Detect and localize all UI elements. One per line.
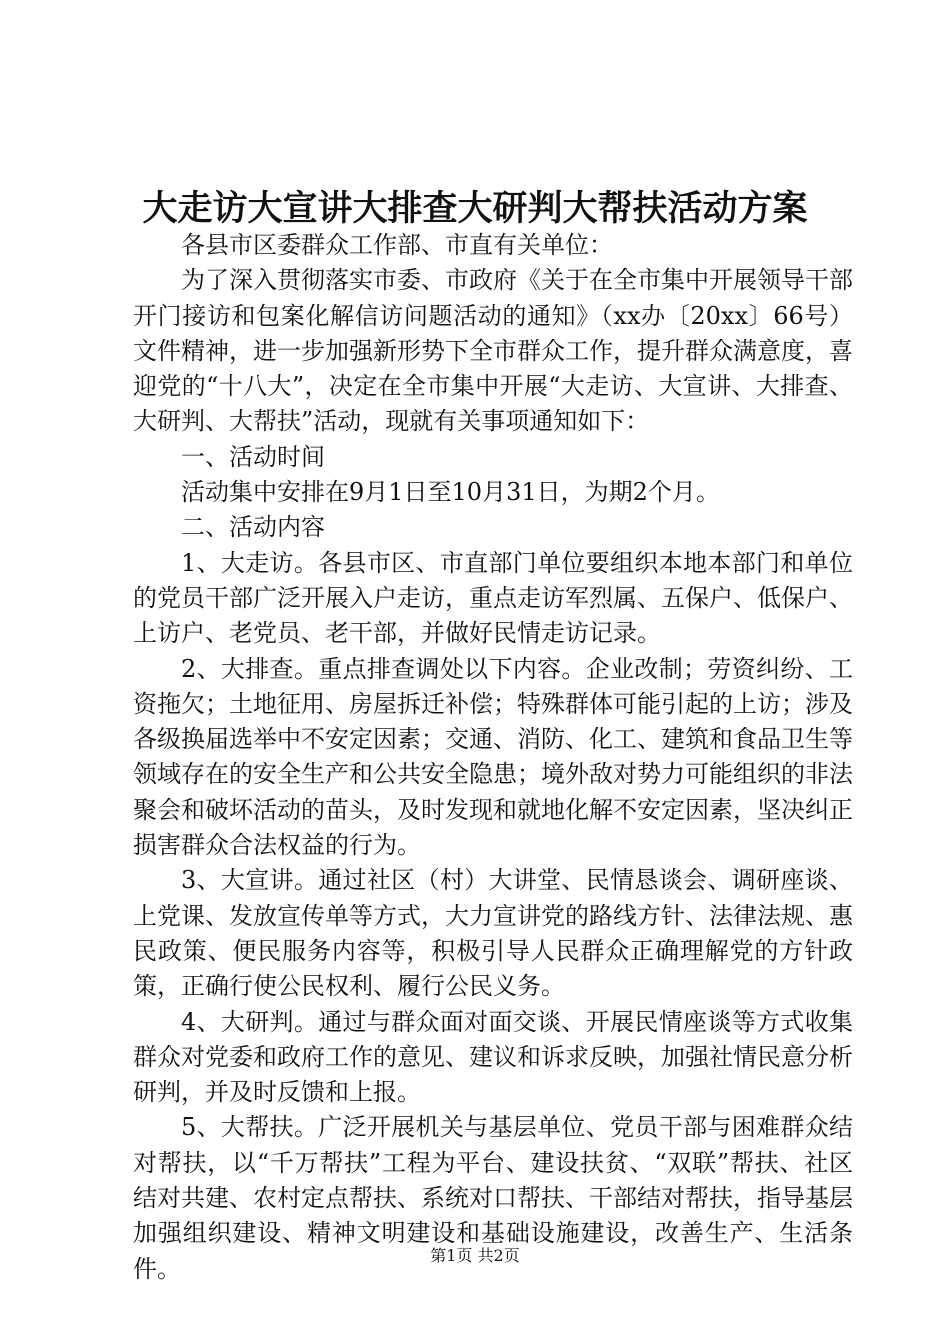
salutation-paragraph: 各县市区委群众工作部、市直有关单位： bbox=[181, 231, 613, 259]
document-body bbox=[133, 228, 853, 1287]
item-paragraph-promote: 3、大宣讲。通过社区（村）大讲堂、民情恳谈会、调研座谈、上党课、发放宣传单等方式，大力宣讲党的路线方针、法律法规、惠民政策、便民服务内容等，积极引导人民群众正确理解党的方针政策，正确行使公民权利、履行公民义务。 bbox=[133, 866, 853, 1001]
document-title: 大走访大宣讲大排查大研判大帮扶活动方案 bbox=[142, 188, 808, 229]
intro-paragraph: 为了深入贯彻落实市委、市政府《关于在全市集中开展领导干部开门接访和包案化解信访问题活动的通知》（xx办〔20xx〕66号）文件精神，进一步加强新形势下全市群众工作，提升群众满意度，喜迎党的“十八大”，决定在全市集中开展“大走访、大宣讲、大排查、大研判、大帮扶”活动，现就有关事项通知如下： bbox=[133, 266, 853, 436]
section-heading-content: 二、活动内容 bbox=[181, 513, 325, 542]
time-paragraph: 活动集中安排在9月1日至10月31日，为期2个月。 bbox=[181, 478, 720, 507]
item-paragraph-investigate: 2、大排查。重点排查调处以下内容。企业改制；劳资纠纷、工资拖欠；土地征用、房屋拆迁补偿；特殊群体可能引起的上访；涉及各级换届选举中不安定因素；交通、消防、化工、建筑和食品卫生等领域存在的安全生产和公共安全隐患；境外敌对势力可能组织的非法聚会和破坏活动的苗头，及时发现和就地化解不安定因素，坚决纠正损害群众合法权益的行为。 bbox=[133, 654, 853, 860]
page-footer: 第1页 共2页 bbox=[430, 1246, 520, 1265]
item-paragraph-assist: 5、大帮扶。广泛开展机关与基层单位、党员干部与困难群众结对帮扶，以“千万帮扶”工程为平台、建设扶贫、“双联”帮扶、社区结对共建、农村定点帮扶、系统对口帮扶、干部结对帮扶，指导基层加强组织建设、精神文明建设和基础设施建设，改善生产、生活条件。 bbox=[133, 1113, 853, 1283]
item-paragraph-visit: 1、大走访。各县市区、市直部门单位要组织本地本部门和单位的党员干部广泛开展入户走访，重点走访军烈属、五保户、低保户、上访户、老党员、老干部，并做好民情走访记录。 bbox=[133, 548, 853, 648]
item-paragraph-analyze: 4、大研判。通过与群众面对面交谈、开展民情座谈等方式收集群众对党委和政府工作的意见、建议和诉求反映，加强社情民意分析研判，并及时反馈和上报。 bbox=[133, 1007, 853, 1107]
section-heading-time: 一、活动时间 bbox=[181, 442, 325, 471]
